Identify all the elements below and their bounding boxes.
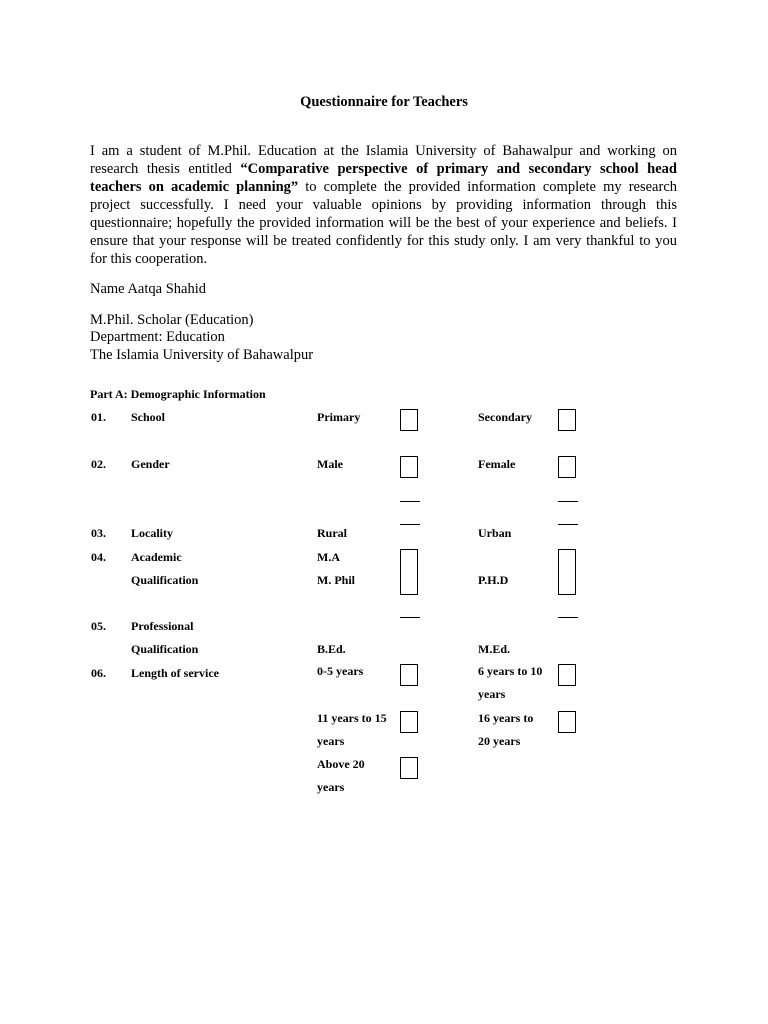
q5-bed-box-top[interactable] xyxy=(400,617,420,618)
q1-primary-checkbox[interactable] xyxy=(400,409,418,431)
author-role: M.Phil. Scholar (Education) xyxy=(90,312,254,328)
q6-option-16-20: 16 years to 20 years xyxy=(478,711,534,748)
section-heading: Part A: Demographic Information xyxy=(90,387,266,401)
q1-number: 01. xyxy=(91,410,106,424)
q1-option-secondary: Secondary xyxy=(478,410,532,424)
q6-option-6-10: 6 years to 10 years xyxy=(478,664,543,701)
q2-female-checkbox[interactable] xyxy=(558,456,576,478)
q6-option-above-20: Above 20 years xyxy=(317,757,365,794)
q6-6-10-checkbox[interactable] xyxy=(558,664,576,686)
q5-label-line1: Professional xyxy=(131,619,194,633)
q3-label: Locality xyxy=(131,526,173,540)
q1-option-primary: Primary xyxy=(317,410,361,424)
q6-option-0-5: 0-5 years xyxy=(317,664,364,678)
q4-label-line2: Qualification xyxy=(131,573,199,587)
q6-above-20-checkbox[interactable] xyxy=(400,757,418,779)
q3-urban-box-bottom[interactable] xyxy=(558,524,578,525)
q5-option-bed: B.Ed. xyxy=(317,642,346,656)
intro-paragraph xyxy=(90,142,677,268)
q3-option-urban: Urban xyxy=(478,526,512,540)
q3-urban-box-top xyxy=(558,501,578,502)
q4-phd-checkbox[interactable] xyxy=(558,549,576,595)
q1-secondary-checkbox[interactable] xyxy=(558,409,576,431)
thesis-title: “Comparative perspective of primary and secondary school head teachers on academic planning” xyxy=(90,161,677,195)
q6-number: 06. xyxy=(91,666,106,680)
q5-med-box-top[interactable] xyxy=(558,617,578,618)
q2-option-female: Female xyxy=(478,457,516,471)
q6-option-11-15: 11 years to 15 years xyxy=(317,711,387,748)
intro-text-2: to complete the provided information complete my research project successfully. I need your valuable opinions by providing information through this questionnaire; hopefully the provided information will be the best of your experience and beliefs. I ensure that your response will be treated confidently for this study only. I am very thankful to you for this cooperation. xyxy=(90,179,678,267)
q1-label: School xyxy=(131,410,166,424)
q3-option-rural: Rural xyxy=(317,526,347,540)
q4-number: 04. xyxy=(91,550,106,564)
intro-text-1: I am a student of M.Phil. Education at the Islamia University of Bahawalpur and working on research thesis entitled xyxy=(90,143,677,177)
q5-number: 05. xyxy=(91,619,106,633)
q5-option-med: M.Ed. xyxy=(478,642,511,656)
author-university: The Islamia University of Bahawalpur xyxy=(90,347,314,363)
q4-ma-mphil-checkbox[interactable] xyxy=(400,549,418,595)
page-title: Questionnaire for Teachers xyxy=(300,94,468,110)
author-department: Department: Education xyxy=(90,329,225,345)
q4-option-ma: M.A xyxy=(317,550,340,564)
q6-11-15-checkbox[interactable] xyxy=(400,711,418,733)
author-name: Name Aatqa Shahid xyxy=(90,281,206,297)
q2-option-male: Male xyxy=(317,457,343,471)
q2-number: 02. xyxy=(91,457,106,471)
q4-label-line1: Academic xyxy=(131,550,182,564)
q6-label: Length of service xyxy=(131,666,219,680)
q3-rural-box-top xyxy=(400,501,420,502)
q3-rural-box-bottom[interactable] xyxy=(400,524,420,525)
q2-male-checkbox[interactable] xyxy=(400,456,418,478)
q5-label-line2: Qualification xyxy=(131,642,199,656)
q4-option-phd: P.H.D xyxy=(478,573,509,587)
q6-0-5-checkbox[interactable] xyxy=(400,664,418,686)
q2-label: Gender xyxy=(131,457,170,471)
q3-number: 03. xyxy=(91,526,106,540)
q6-16-20-checkbox[interactable] xyxy=(558,711,576,733)
q4-option-mphil: M. Phil xyxy=(317,573,355,587)
